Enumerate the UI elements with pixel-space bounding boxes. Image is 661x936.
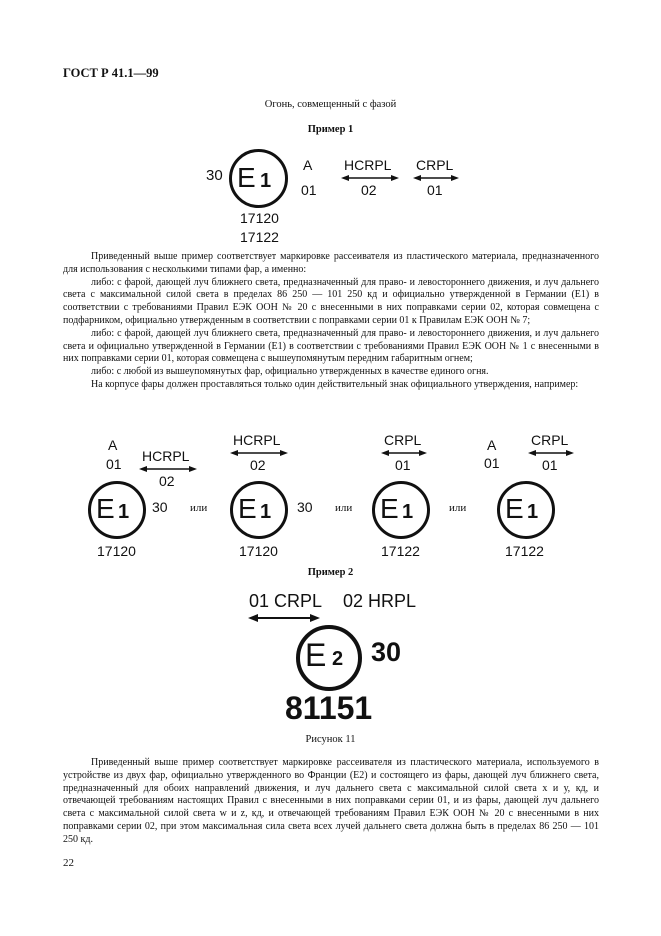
or-label: или <box>335 502 353 514</box>
ex2-side-number: 30 <box>371 637 402 667</box>
alt3-e-letter: E <box>380 493 399 524</box>
paragraph-1 <box>63 251 599 392</box>
alt4-code-series: 01 <box>542 457 558 473</box>
alt4-arrow <box>528 450 574 456</box>
paragraph-2 <box>63 757 599 847</box>
alt1-code-a-series: 01 <box>106 456 122 472</box>
paragraph-2-text: Приведенный выше пример соответствует маркировке рассеивателя из пластического материала, используемого в устройстве из двух фар, официально утвержденного во Франции (Е2) и состоящего из фары, дающей луч ближнего света, предназначенный для обоих направлений движения, и луч дальнего света с максимальной силой света х и у, кд, и отвечающей требованиям настоящих Правил с внесенными в них поправками серии 01, и из фары, дающей луч дальнего света с максимальной силой света w и z, кд, и отвечающей требованиям Правил ЕЭК ООН № 20 с внесенными в них поправками серии 02, при этом максимальная сила света всех лучей дальнего света должна быть в пределах 86 250 — 101 250 кд. <box>63 757 599 845</box>
paragraph-1-line: Приведенный выше пример соответствует маркировке рассеивателя из пластического материала, предназначенного для использования с несколькими типами фар, а именно: <box>63 251 599 275</box>
ex2-e-letter: E <box>305 637 327 673</box>
alt1-e-number: 1 <box>118 501 130 523</box>
ex1-crpl: CRPL <box>416 157 454 173</box>
ex1-code-a-series: 01 <box>301 182 317 198</box>
alt4-approval: 17122 <box>505 543 544 559</box>
alt2-code-series: 02 <box>250 457 266 473</box>
figure-caption: Рисунок 11 <box>305 734 356 745</box>
example1-caption: Пример 1 <box>307 124 354 135</box>
alt4-e-number: 1 <box>527 501 539 523</box>
ex1-hcrpl-series: 02 <box>361 182 377 198</box>
alt1-code-series: 02 <box>159 473 175 489</box>
ex1-approval-2: 17122 <box>240 229 279 245</box>
ex1-hcrpl-arrow <box>341 175 399 181</box>
alt1-code-a: A <box>108 437 118 453</box>
ex1-left-number: 30 <box>206 167 223 184</box>
ex2-code-2: 02 HRPL <box>343 591 417 611</box>
ex1-e-letter: E <box>237 162 256 193</box>
alt2-e-letter: E <box>238 493 257 524</box>
ex1-e-number: 1 <box>260 170 272 192</box>
ex2-e-number: 2 <box>332 648 344 670</box>
alt3-arrow <box>381 450 427 456</box>
ex1-approval-1: 17120 <box>240 210 279 226</box>
alt3-e-number: 1 <box>402 501 414 523</box>
or-label: или <box>449 502 467 514</box>
alt2-arrow <box>230 450 288 456</box>
alt3-code: CRPL <box>384 432 422 448</box>
alt4-code: CRPL <box>531 432 569 448</box>
alt4-e-letter: E <box>505 493 524 524</box>
page-number: 22 <box>63 857 74 869</box>
ex2-code-1: 01 CRPL <box>249 591 323 611</box>
ex2-approval: 81151 <box>285 690 373 726</box>
alt3-approval: 17122 <box>381 543 420 559</box>
alt1-arrow <box>139 466 197 472</box>
alt2-e-number: 1 <box>260 501 272 523</box>
paragraph-1-line: либо: с фарой, дающей луч ближнего света, предназначенный для право- и левостороннего движения, и луч дальнего света и официально утвержденной в Германии (Е1) в соответствии с требованиями Правил ЕЭК ООН № 1 с внесенными в них поправками серии 01, которая совмещена с вышеупомянутым передним габаритным огнем; <box>63 327 599 365</box>
alt1-code: HCRPL <box>142 448 190 464</box>
document-header: ГОСТ Р 41.1—99 <box>63 66 159 80</box>
paragraph-1-line: либо: с фарой, дающей луч ближнего света, предназначенный для право- и левостороннего движения, и луч дальнего света с максимальной силой света в пределах 86 250 — 101 250 кд и официально утвержденной в Германии (Е1) в соответствии с требованиями Правил ЕЭК ООН № 20 с внесенными в них поправками серии 02, которая совмещена с подфарником, официально утвержденным в соответствии с поправками серии 01 к Правилам ЕЭК ООН № 7; <box>63 276 599 326</box>
ex1-code-a: A <box>303 157 313 173</box>
ex1-hcrpl: HCRPL <box>344 157 392 173</box>
alt3-code-series: 01 <box>395 457 411 473</box>
alt4-code-a-series: 01 <box>484 455 500 471</box>
paragraph-1-line: либо: с любой из вышеупомянутых фар, официально утвержденных в качестве единого огня. <box>91 366 489 378</box>
alt1-approval: 17120 <box>97 543 136 559</box>
ex1-crpl-arrow <box>413 175 459 181</box>
alt1-side-number: 30 <box>152 499 168 515</box>
section-title: Огонь, совмещенный с фазой <box>264 99 397 110</box>
alt2-side-number: 30 <box>297 499 313 515</box>
alt2-approval: 17120 <box>239 543 278 559</box>
ex1-crpl-series: 01 <box>427 182 443 198</box>
example2-caption: Пример 2 <box>307 567 354 578</box>
alt2-code: HCRPL <box>233 432 281 448</box>
paragraph-1-line: На корпусе фары должен проставляться только один действительный знак официального утверждения, например: <box>91 378 579 390</box>
ex2-arrow <box>248 614 320 622</box>
or-label: или <box>190 502 208 514</box>
alt4-code-a: A <box>487 437 497 453</box>
alt1-e-letter: E <box>96 493 115 524</box>
